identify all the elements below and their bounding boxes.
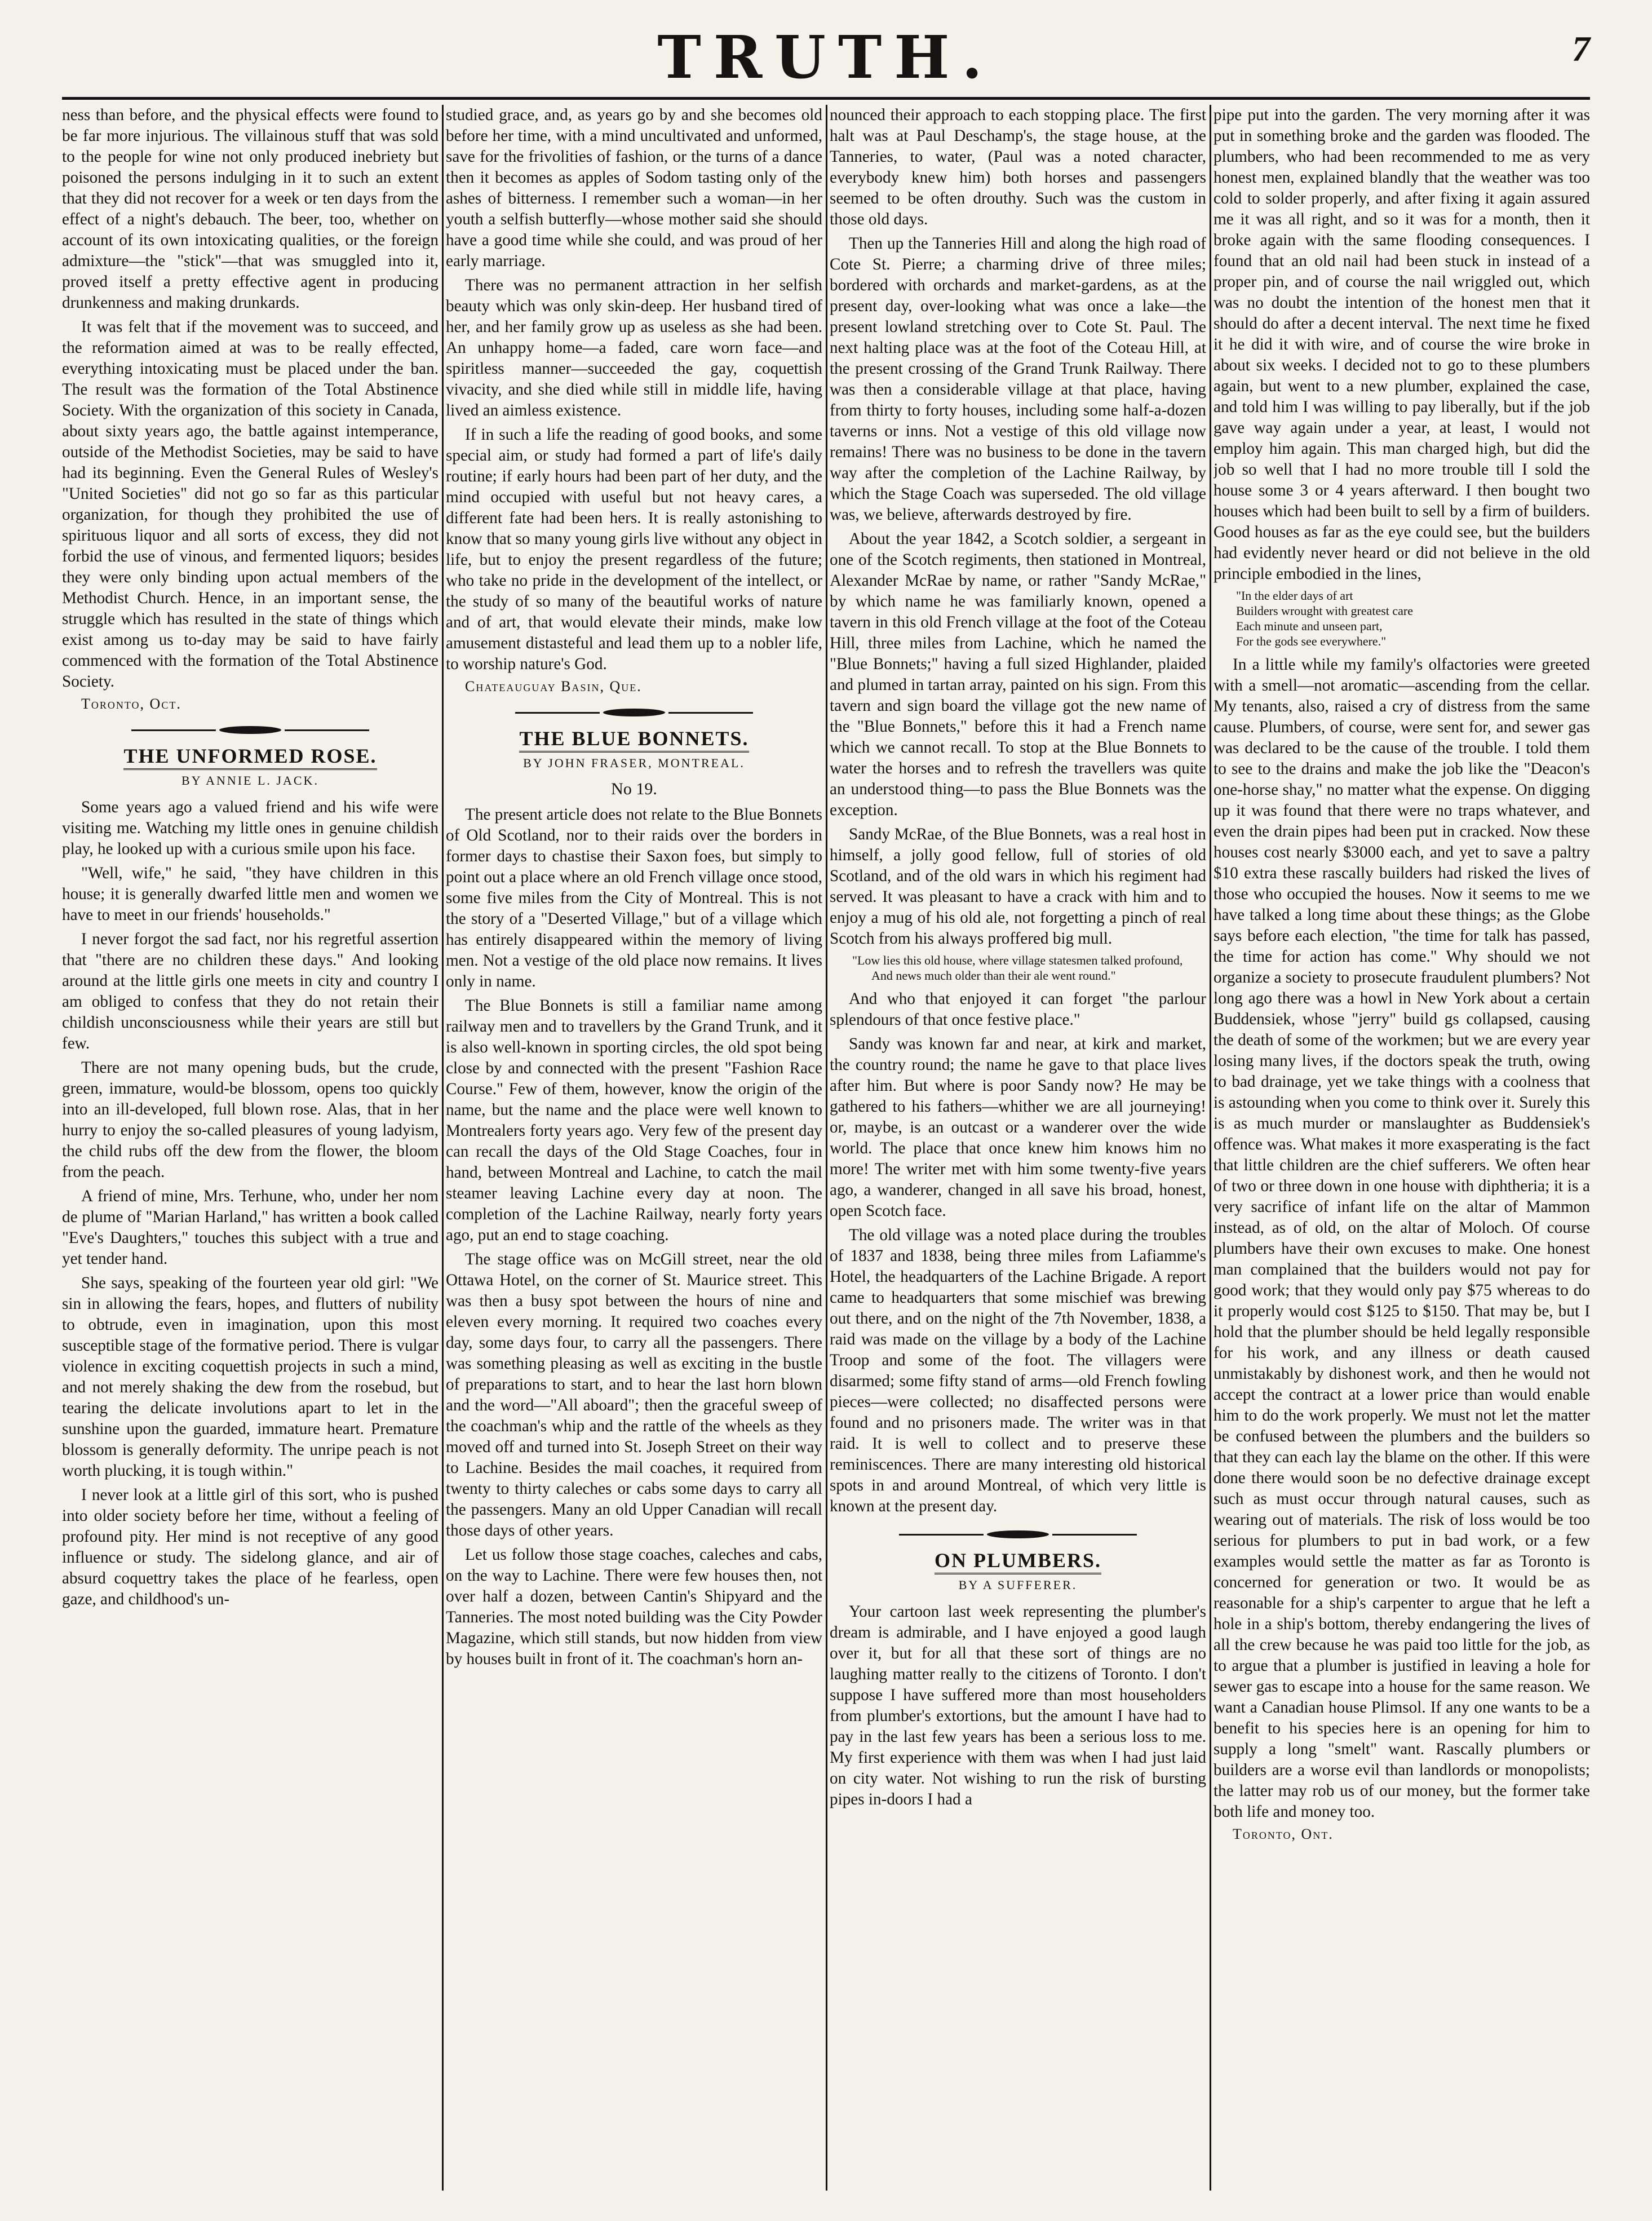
- headline-text: THE BLUE BONNETS.: [519, 727, 749, 753]
- article-paragraph: The stage office was on McGill street, near the old Ottawa Hotel, on the corner of St. Maurice street. This was then a busy spot between the hours of nine and eleven every morning. It required two coaches every day, some days four, to carry all the passengers. There was something pleasing as well as exciting in the bustle of preparations to start, and to hear the last horn blown and the word—"All aboard"; then the graceful sweep of the coachman's whip and the rattle of the wheels as they moved off and turned into St. Joseph Street on their way to Lachine. Besides the mail coaches, it required from twenty to thirty caleches or cabs some days to carry all the passengers. Many an old Upper Canadian will recall those days of other years.: [446, 1250, 822, 1539]
- article-headline: [830, 1548, 1206, 1572]
- verse-line: Each minute and unseen part,: [1236, 619, 1383, 633]
- headline-text: THE UNFORMED ROSE.: [123, 745, 377, 770]
- masthead-title: TRUTH.: [657, 23, 995, 92]
- verse-line: "In the elder days of art: [1236, 589, 1353, 603]
- article-paragraph: There are not many opening buds, but the crude, green, immature, would-be blossom, opens too quickly into an ill-developed, full blown rose. Alas, that in her hurry to enjoy the so-called pleasures of young ladyism, the child rubs off the dew from the flower, the bloom from the peach.: [62, 1059, 439, 1181]
- page-number: 7: [1572, 29, 1590, 69]
- article-signature: Chateauguay Basin, Que.: [465, 678, 642, 694]
- verse-line: For the gods see everywhere.": [1236, 634, 1387, 648]
- columns: [62, 105, 1590, 2202]
- section-divider: [830, 1527, 1206, 1542]
- column-rule: [442, 105, 444, 2191]
- masthead-rule: [62, 97, 1590, 100]
- article-paragraph: "Well, wife," he said, "they have children in this house; it is generally dwarfed little men and women we have to meet in our friends' households.": [62, 864, 439, 924]
- headline-text: ON PLUMBERS.: [934, 1549, 1101, 1574]
- article-paragraph: Sandy McRae, of the Blue Bonnets, was a real host in himself, a jolly good fellow, full of stories of old Scotland, and of the old wars in which his regiment had served. It was pleasant to have a crack with him and to enjoy a mug of his old ale, not forgetting a pinch of real Scotch from his always proffered big mull.: [830, 825, 1206, 948]
- article-headline: [446, 727, 822, 750]
- article-paragraph: If in such a life the reading of good books, and some special aim, or study had formed a part of life's daily routine; if early hours had been part of her duty, and the mind occupied with useful but not heavy cares, a different fate had been hers. It is really astonishing to know that so many young girls live without any object in life, but to enjoy the present regardless of the future; who take no pride in the development of the intellect, or the study of so many of the beautiful works of nature and of art, that would elevate their minds, make low amusement distasteful and lead them up to a nobler life, to worship nature's God.: [446, 426, 822, 673]
- article-number: No 19.: [611, 780, 657, 798]
- column-2: [446, 105, 822, 2191]
- article-paragraph: studied grace, and, as years go by and she becomes old before her time, with a mind uncultivated and unformed, save for the frivolities of fashion, or the turns of a dance then it becomes as apples of Sodom tasting only of the ashes of bitterness. I remember such a woman—in her youth a selfish butterfly—whose mother said she should have a good time while she could, and was proud of her early marriage.: [446, 106, 822, 270]
- article-paragraph: In a little while my family's olfactories were greeted with a smell—not aromatic—ascending from the cellar. My tenants, also, raised a cry of distress from the same cause. Plumbers, of course, were sent for, and sewer gas was declared to be the cause of the trouble. I told them to see to the drains and make the job like the "Deacon's one-horse shay," no matter what the expense. On digging up it was found that there were no traps whatever, and even the drain pipes had been put in cracked. Now these houses cost nearly $3000 each, and yet to save a paltry $10 extra these rascally builders had risked the lives of those who occupied the houses. Now it seems to me we have talked a long time about these things; as the Globe says before each election, "the time for talk has passed, the time for action has come." Why should we not organize a society to prosecute fraudulent plumbers? Not long ago there was a howl in New York about a certain Buddensiek, whose "jerry" build gs collapsed, causing the death of some of the workmen; but we are every year losing many lives, if the doctors speak the truth, owing to bad drainage, yet we take things with a coolness that is astounding when you come to think over it. Surely this is as much murder or manslaughter as Buddensiek's offence was. What makes it more exasperating is the fact that little children are the chief sufferers. We often hear of two or three down in one house with diphtheria; it is a very sacrifice of infant life on the altar of Mammon instead, as of old, on the altar of Moloch. Of course plumbers have their own excuses to make. One honest man complained that the builders would not pay for good work; that they would only pay $75 whereas to do it properly would cost $125 to $150. That may be, but I hold that the plumber should be held legally responsible for his work, and any illness or death caused unmistakably by dishonest work, and then he would not accept the contract at a lower price than would enable him to do the work properly. We must not let the matter be confused between the plumbers and the builders so that they can each lay the blame on the other. If this were done there would soon be no defective drainage except such as must occur through natural causes, such as wearing out of materials. The risk of loss would be too serious for plumbers to put in bad work, or a few examples would settle the matter as far as Toronto is concerned for generation or two. It would be as reasonable for a ship's carpenter to argue that he left a hole in a ship's bottom, thereby endangering the lives of all the crew because he was paid too little for the job, as to argue that a plumber is justified in leaving a hole for sewer gas to escape into a house for the same reason. We want a Canadian house Plimsol. If any one wants to be a benefit to his species here is an opening for him to supply a long "smelt" want. Rascally plumbers or builders are a worse evil than landlords or monopolists; the latter may rob us of our money, but the former take both life and money too.: [1213, 656, 1590, 1821]
- article-byline: BY ANNIE L. JACK.: [181, 773, 319, 787]
- article-signature: Toronto, Ont.: [1233, 1826, 1334, 1842]
- article-paragraph: Then up the Tanneries Hill and along the high road of Cote St. Pierre; a charming drive of three miles; bordered with orchards and market-gardens, as at the present day, over-looking what was once a lake—the present lowland stretching over to Cote St. Paul. The next halting place was at the foot of the Coteau Hill, at the present crossing of the Grand Trunk Railway. There was then a considerable village at that place, having from thirty to forty houses, including some half-a-dozen taverns or inns. Not a vestige of this old village now remains! There was no business to be done in the tavern way after the completion of the Lachine Railway, by which the Stage Coach was superseded. The old village was, we believe, afterwards destroyed by fire.: [830, 235, 1206, 524]
- article-headline: [62, 744, 439, 768]
- verse-line: Builders wrought with greatest care: [1236, 604, 1414, 618]
- column-rule: [826, 105, 827, 2191]
- article-paragraph: ness than before, and the physical effects were found to be far more injurious. The villainous stuff that was sold to the people for wine not only produced inebriety but poisoned the persons indulging in it to such an extent that they did not recover for a week or ten days from the effect of a night's debauch. The beer, too, whether on account of its own intoxicating qualities, or the foreign admixture—the "stick"—that was smuggled into it, proved itself a pretty effective agent in producing drunkenness and making drunkards.: [62, 106, 439, 312]
- masthead: [62, 23, 1590, 90]
- article-paragraph: nounced their approach to each stopping place. The first halt was at Paul Deschamp's, the stage house, at the Tanneries, to water, (Paul was a noted character, everybody knew him) both horses and passengers seemed to be often drouthy. Such was the custom in those old days.: [830, 106, 1206, 228]
- article-paragraph: Sandy was known far and near, at kirk and market, the country round; the name he gave to that place lives after him. But where is poor Sandy now? He may be gathered to his fathers—whither we are all journeying! or, maybe, is an outcast or a wanderer over the wide world. The place that once knew him knows him no more! The writer met with him some twenty-five years ago, a wanderer, changed in all save his broad, honest, open Scotch face.: [830, 1035, 1206, 1220]
- article-paragraph: The Blue Bonnets is still a familiar name among railway men and to travellers by the Grand Trunk, and it is also well-known in sporting circles, the old spot being close by and connected with the present "Fashion Race Course." Few of them, however, know the origin of the name, but the name and the place were well known to Montrealers forty years ago. Very few of the present day can recall the days of the Old Stage Coaches, four in hand, between Montreal and Lachine, to catch the mail steamer leaving Lachine every day at noon. The completion of the Lachine Railway, nearly forty years ago, put an end to stage coaching.: [446, 997, 822, 1244]
- article-paragraph: She says, speaking of the fourteen year old girl: "We sin in allowing the fears, hopes, and flutters of nubility to obtrude, even in imagination, upon this most susceptible stage of the formative period. There is vulgar violence in exciting coquettish projects in such a mind, and not merely shaking the dew from the rosebud, but tearing the delicate involutions apart to let in the sunshine upon the guarded, immature heart. Premature blossom is generally deformity. The unripe peach is not worth plucking, it is tough within.": [62, 1274, 439, 1480]
- column-1: [62, 105, 439, 2191]
- article-paragraph: I never look at a little girl of this sort, who is pushed into older society before her time, without a feeling of profound pity. Her mind is not receptive of any good influence or study. The sidelong glance, and air of absurd coquettry takes the place of he fearless, open gaze, and childhood's un-: [62, 1486, 439, 1608]
- column-rule: [1210, 105, 1211, 2191]
- verse-line: And news much older than their ale went round.": [871, 968, 1116, 983]
- article-paragraph: Your cartoon last week representing the plumber's dream is admirable, and I have enjoyed a good laugh over it, but for all that these sort of things are no laughing matter really to the citizens of Toronto. I don't suppose I have suffered more than most householders from plumber's extortions, but the amount I have had to pay in the last few years has been a serious loss to me. My first experience with them was when I had just laid on city water. Not wishing to run the risk of bursting pipes in-doors I had a: [830, 1603, 1206, 1808]
- article-byline: BY JOHN FRASER, MONTREAL.: [523, 756, 745, 770]
- article-byline: BY A SUFFERER.: [958, 1578, 1078, 1592]
- verse-quote: [1213, 588, 1590, 649]
- article-paragraph: A friend of mine, Mrs. Terhune, who, under her nom de plume of "Marian Harland," has written a book called "Eve's Daughters," touches this subject with a true and yet tender hand.: [62, 1187, 439, 1268]
- article-paragraph: Some years ago a valued friend and his wife were visiting me. Watching my little ones in genuine childish play, he looked up with a curious smile upon his face.: [62, 798, 439, 858]
- article-paragraph: The old village was a noted place during the troubles of 1837 and 1838, being three miles from Lafiamme's Hotel, the headquarters of the Lachine Brigade. A report came to headquarters that some mischief was brewing out there, and on the night of the 7th November, 1838, a raid was made on the village by a body of the Lachine Troop and some of the foot. The villagers were disarmed; some fifty stand of arms—old French fowling pieces—were collected; no disaffected persons were found and no prisoners made. The writer was in that raid. It is well to collect and to preserve these reminiscences. There are many interesting old historical spots in and around Montreal, of which very little is known at the present day.: [830, 1226, 1206, 1515]
- section-divider: [62, 723, 439, 737]
- article-paragraph: There was no permanent attraction in her selfish beauty which was only skin-deep. Her husband tired of her, and her family grow up as useless as she had been. An unhappy home—a faded, care worn face—and spiritless manner—succeeded the gay, coquettish vivacity, and she died while still in middle life, having lived an aimless existence.: [446, 276, 822, 419]
- article-paragraph: I never forgot the sad fact, nor his regretful assertion that "there are no children these days." And looking around at the little girls one meets in city and country I am obliged to confess that they do not retain their childish unconsciousness while their years are still but few.: [62, 930, 439, 1052]
- article-paragraph: The present article does not relate to the Blue Bonnets of Old Scotland, nor to their raids over the borders in former days to chastise their Saxon foes, but simply to point out a place where an old French village once stood, some five miles from the City of Montreal. This is not the story of a "Deserted Village," but of a village which has entirely disappeared within the memory of living men. Not a vestige of the old place now remains. It lives only in name.: [446, 806, 822, 990]
- verse-line: "Low lies this old house, where village statesmen talked profound,: [852, 953, 1183, 967]
- article-paragraph: Let us follow those stage coaches, caleches and cabs, on the way to Lachine. There were few houses then, not over half a dozen, between Cantin's Shipyard and the Tanneries. The most noted building was the City Powder Magazine, which still stands, but now hidden from view by houses built in front of it. The coachman's horn an-: [446, 1546, 822, 1668]
- article-paragraph: pipe put into the garden. The very morning after it was put in something broke and the garden was flooded. The plumbers, who had been recommended to me as very honest men, explained blandly that the weather was too cold to solder properly, and after fixing it again assured me it was all right, and so it was for a month, then it broke again with the same flooding consequences. I found that an old nail had been stuck in instead of a proper pin, and of course the nail wriggled out, which was no doubt the intention of the honest men that it should do after a decent interval. The next time he fixed it he did it with wire, and of course the wire broke in about six weeks. I decided not to go to these plumbers again, but went to a new plumber, explained the case, and told him I was willing to pay liberally, but if the job gave way again under a year, at least, I would not employ him again. This man charged high, but did the job so well that I had no more trouble till I sold the house some 3 or 4 years afterward. I then bought two houses which had been built to sell by a firm of builders. Good houses as far as the eye could see, but the builders had evidently never heard or did not believe in the old principle embodied in the lines,: [1213, 106, 1590, 583]
- verse-quote: [830, 953, 1206, 983]
- article-paragraph: It was felt that if the movement was to succeed, and the reformation aimed at was to be really effected, everything intoxicating must be placed under the ban. The result was the formation of the Total Abstinence Society. With the organization of this society in Canada, about sixty years ago, the battle against intemperance, outside of the Methodist Societies, may be said to have had its beginning. Even the General Rules of Wesley's "United Societies" did not go so far as this particular organization, for though they prohibited the use of spirituous liquor and all sorts of excess, they did not forbid the use of vinous, and fermented liquors; besides they were only binding upon actual members of the Methodist Church. Hence, in an important sense, the struggle which has resulted in the state of things which exist among us to-day may be said to have fairly commenced with the formation of the Total Abstinence Society.: [62, 318, 439, 691]
- article-paragraph: And who that enjoyed it can forget "the parlour splendours of that once festive place.": [830, 990, 1206, 1029]
- article-signature: Toronto, Oct.: [81, 696, 181, 712]
- column-4: [1213, 105, 1590, 2191]
- column-3: [830, 105, 1206, 2191]
- article-paragraph: About the year 1842, a Scotch soldier, a sergeant in one of the Scotch regiments, then stationed in Montreal, Alexander McRae by name, or rather "Sandy McRae," by which name he was familiarly known, opened a tavern in this old French village at the foot of the Coteau Hill, three miles from Lachine, which he named the "Blue Bonnets;" having a full sized Highlander, plaided and plumed in tartan array, painted on his sign. From this tavern and sign board the village got the new name of the "Blue Bonnets," before this it had a French name which we cannot recall. To stop at the Blue Bonnets to water the horses and to refresh the travellers was quite an understood thing—to pass the Blue Bonnets was the exception.: [830, 530, 1206, 819]
- section-divider: [446, 705, 822, 720]
